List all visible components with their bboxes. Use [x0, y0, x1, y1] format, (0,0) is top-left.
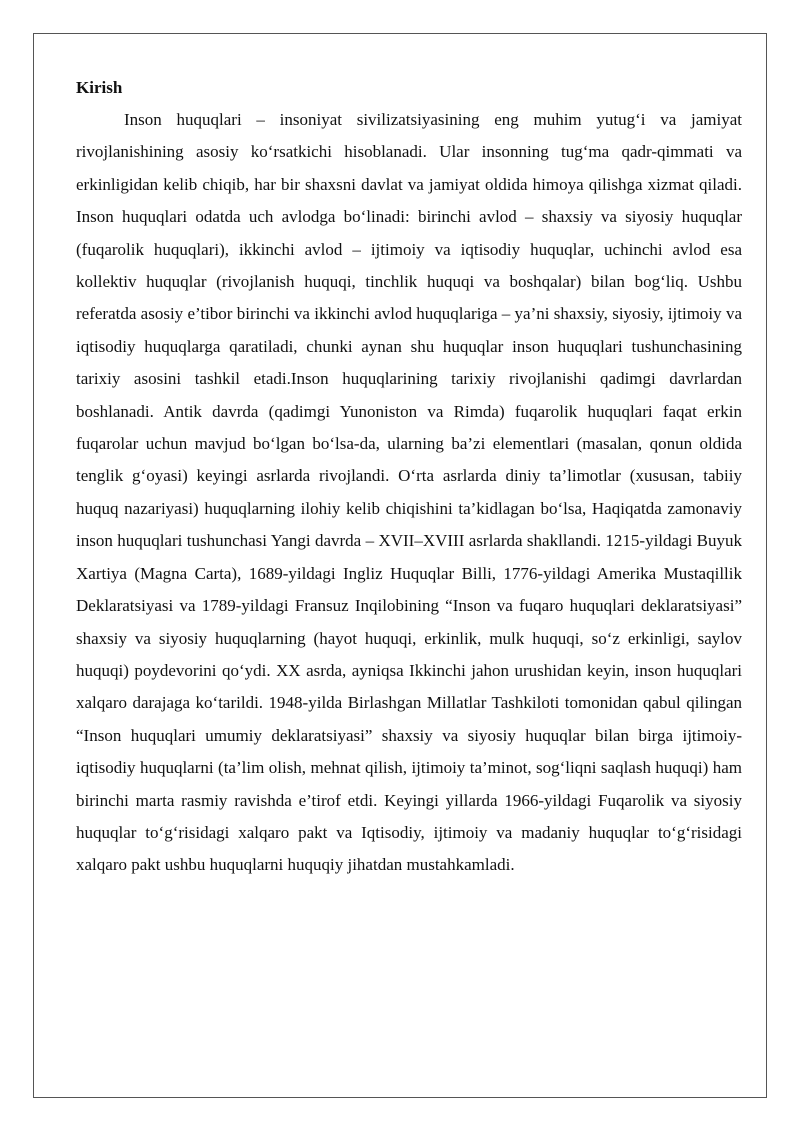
body-paragraph: Inson huquqlari – insoniyat sivilizatsiyasining eng muhim yutug‘i va jamiyat rivojlanishining asosiy ko‘rsatkichi hisoblanadi. Ular insonning tug‘ma qadr-qimmati va erkinligidan kelib chiqib, har bir shaxsni davlat va jamiyat oldida himoya qilishga xizmat qiladi. Inson huquqlari odatda uch avlodga bo‘linadi: birinchi avlod – shaxsiy va siyosiy huquqlar (fuqarolik huquqlari), ikkinchi avlod – ijtimoiy va iqtisodiy huquqlar, uchinchi avlod esa kollektiv huquqlar (rivojlanish huquqi, tinchlik huquqi va boshqalar) bilan bog‘liq. Ushbu referatda asosiy e’tibor birinchi va ikkinchi avlod huquqlariga – ya’ni shaxsiy, siyosiy, ijtimoiy va iqtisodiy huquqlarga qaratiladi, chunki aynan shu huquqlar inson huquqlari tushunchasining tarixiy asosini tashkil etadi.Inson huquqlarining tarixiy rivojlanishi qadimgi davrlardan boshlanadi. Antik davrda (qadimgi Yunoniston va Rimda) fuqarolik huquqlari faqat erkin fuqarolar uchun mavjud bo‘lgan bo‘lsa-da, ularning ba’zi elementlari (masalan, qonun oldida tenglik g‘oyasi) keyingi asrlarda rivojlandi. O‘rta asrlarda diniy ta’limotlar (xususan, tabiiy huquq nazariyasi) huquqlarning ilohiy kelib chiqishini ta’kidlagan bo‘lsa, Haqiqatda zamonaviy inson huquqlari tushunchasi Yangi davrda – XVII–XVIII asrlarda shakllandi. 1215-yildagi Buyuk Xartiya (Magna Carta), 1689-yildagi Ingliz Huquqlar Billi, 1776-yildagi Amerika Mustaqillik Deklaratsiyasi va 1789-yildagi Fransuz Inqilobining “Inson va fuqaro huquqlari deklaratsiyasi” shaxsiy va siyosiy huquqlarning (hayot huquqi, erkinlik, mulk huquqi, so‘z erkinligi, saylov huquqi) poydevorini qo‘ydi. XX asrda, ayniqsa Ikkinchi jahon urushidan keyin, inson huquqlari xalqaro darajaga ko‘tarildi. 1948-yilda Birlashgan Millatlar Tashkiloti tomonidan qabul qilingan “Inson huquqlari umumiy deklaratsiyasi” shaxsiy va siyosiy huquqlar bilan birga ijtimoiy-iqtisodiy huquqlarni (ta’lim olish, mehnat qilish, ijtimoiy ta’minot, sog‘liqni saqlash huquqi) ham birinchi marta rasmiy ravishda e’tirof etdi. Keyingi yillarda 1966-yildagi Fuqarolik va siyosiy huquqlar to‘g‘risidagi xalqaro pakt va Iqtisodiy, ijtimoiy va madaniy huquqlar to‘g‘risidagi xalqaro pakt ushbu huquqlarni huquqiy jihatdan mustahkamladi.	[76, 110, 742, 875]
section-heading: Kirish	[76, 78, 123, 97]
document-body	[76, 72, 742, 882]
